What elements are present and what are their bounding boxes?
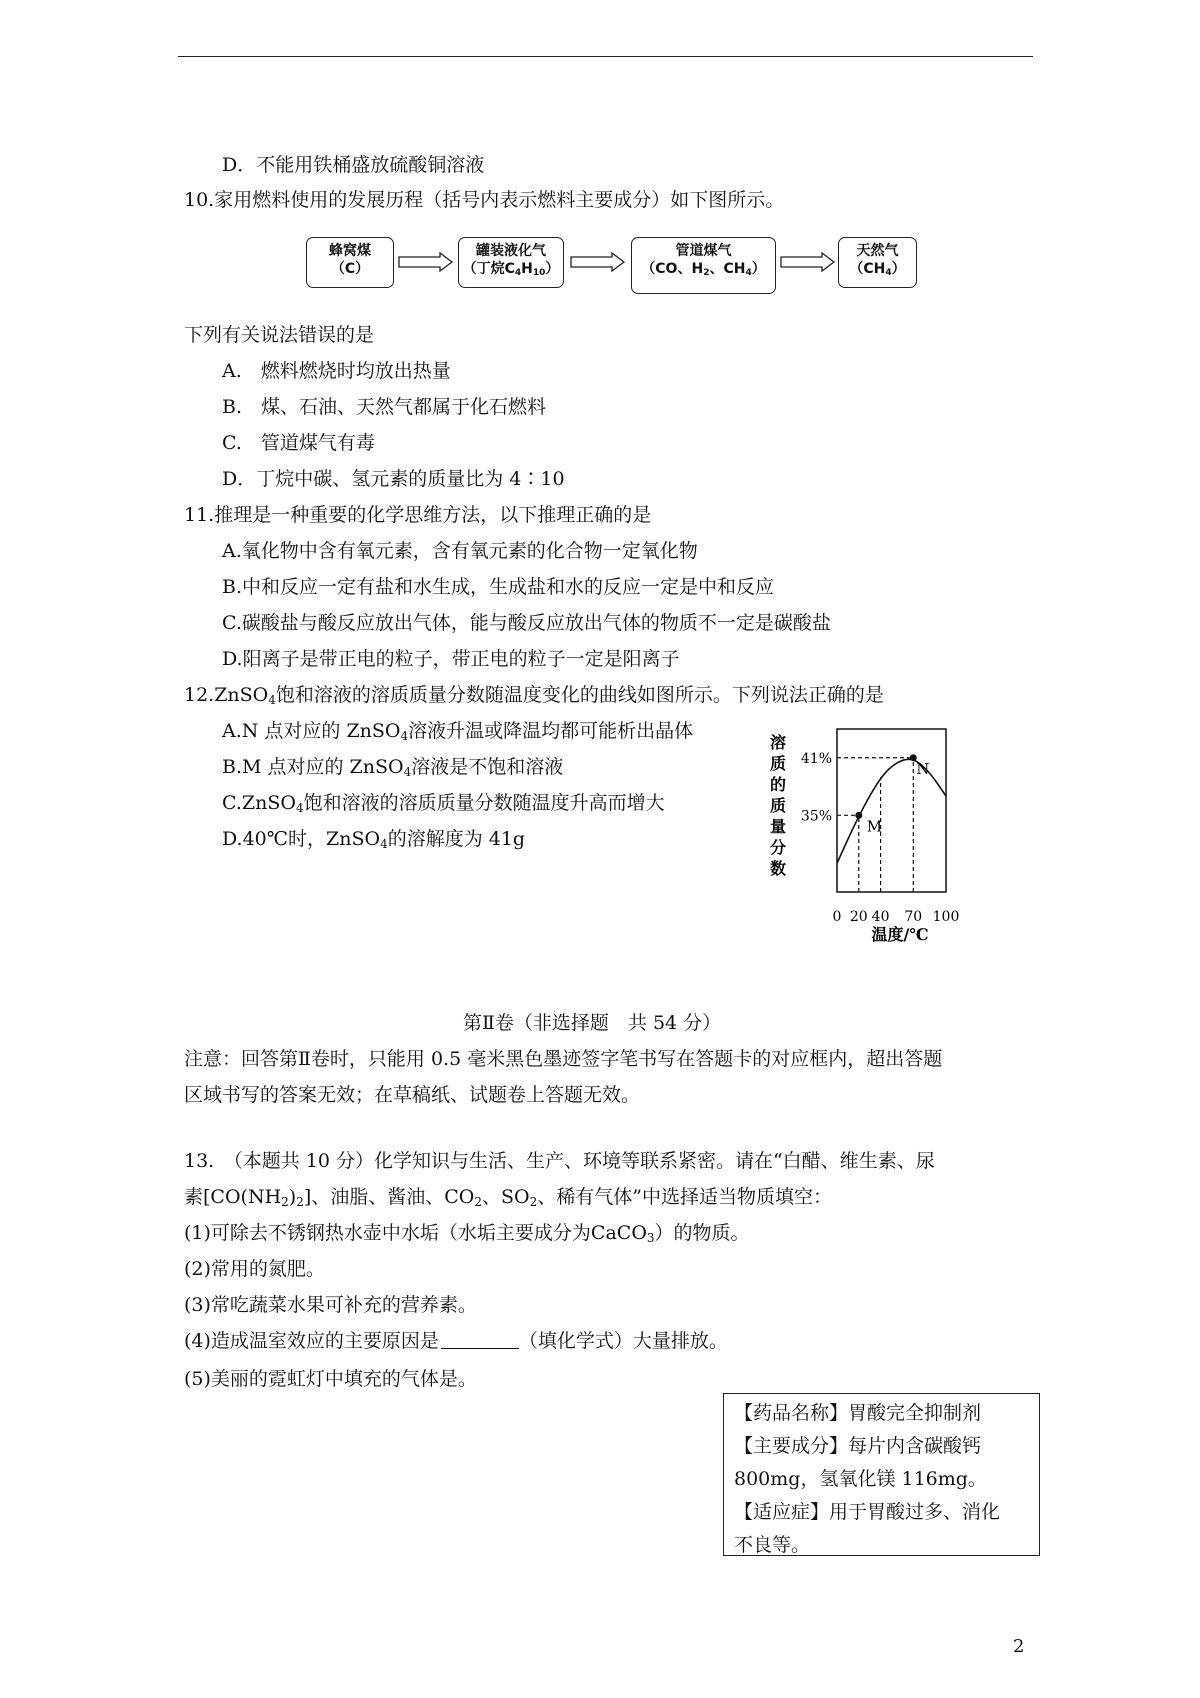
chart-point-label-n: N bbox=[916, 759, 930, 778]
chart-y-label-char: 数 bbox=[769, 859, 787, 878]
q11-stem: 11.推理是一种重要的化学思维方法，以下推理正确的是 bbox=[184, 504, 652, 526]
chart-point-label-m: M bbox=[866, 817, 883, 836]
solubility-chart bbox=[760, 726, 1000, 946]
drug-info-box: 【药品名称】胃酸完全抑制剂 【主要成分】每片内含碳酸钙 800mg，氢氧化镁 116mg。 【适应症】用于胃酸过多、消化 不良等。 bbox=[723, 1393, 1040, 1556]
q12-option-a: A.N 点对应的 ZnSO$_4$溶液升温或降温均都可能析出晶体 bbox=[222, 720, 694, 743]
chart-y-label-char: 溶 bbox=[769, 733, 787, 752]
flow-box-pipeline-gas: 管道煤气 （CO、$H_2$、$CH_4$） bbox=[631, 237, 776, 294]
chart-y-tick-label: 41% bbox=[800, 750, 832, 767]
q13-item-1: (1)可除去不锈钢热水壶中水垢（水垢主要成分为CaCO$_3$）的物质。 bbox=[184, 1222, 750, 1245]
chart-y-label-char: 的 bbox=[769, 775, 787, 794]
chart-frame bbox=[837, 729, 946, 892]
q10-option-d: D．丁烷中碳、氢元素的质量比为 4∶10 bbox=[222, 468, 565, 490]
chart-y-label-char: 质 bbox=[769, 754, 787, 773]
q12-option-c: C.ZnSO$_4$饱和溶液的溶质质量分数随温度升高而增大 bbox=[222, 792, 665, 815]
chart-x-tick-label: 70 bbox=[904, 909, 923, 925]
part2-note-line2: 区域书写的答案无效；在草稿纸、试题卷上答题无效。 bbox=[184, 1084, 641, 1106]
flow-arrow-3 bbox=[780, 252, 836, 272]
q13-stem-line1: 13. （本题共 10 分）化学知识与生活、生产、环境等联系紧密。请在“白醋、维生素、尿 bbox=[184, 1150, 935, 1172]
q10-option-c: C. 管道煤气有毒 bbox=[222, 432, 375, 454]
q10-option-b: B. 煤、石油、天然气都属于化石燃料 bbox=[222, 396, 547, 418]
q11-option-c: C.碳酸盐与酸反应放出气体，能与酸反应放出气体的物质不一定是碳酸盐 bbox=[222, 612, 831, 634]
q12-option-b: B.M 点对应的 ZnSO$_4$溶液是不饱和溶液 bbox=[222, 756, 564, 779]
q12-stem: 12.ZnSO$_4$饱和溶液的溶质质量分数随温度变化的曲线如图所示。下列说法正确的是 bbox=[184, 684, 884, 707]
flow-arrow-2 bbox=[570, 252, 626, 272]
q10-prompt: 下列有关说法错误的是 bbox=[184, 324, 375, 346]
q13-item-5: (5)美丽的霓虹灯中填充的气体是。 bbox=[184, 1368, 477, 1390]
chart-y-tick-label: 35% bbox=[800, 808, 832, 825]
chart-x-tick-label: 40 bbox=[871, 909, 890, 925]
q13-item-3: (3)常吃蔬菜水果可补充的营养素。 bbox=[184, 1294, 477, 1316]
q11-option-b: B.中和反应一定有盐和水生成，生成盐和水的反应一定是中和反应 bbox=[222, 576, 775, 598]
flow-box-lpg: 罐装液化气 （丁烷$C_4H_{10}$） bbox=[458, 237, 564, 288]
q11-option-a: A.氧化物中含有氧元素，含有氧元素的化合物一定氧化物 bbox=[222, 540, 698, 562]
chart-y-label-char: 分 bbox=[769, 838, 787, 857]
chart-point-m bbox=[855, 812, 862, 819]
flow-arrow-1 bbox=[398, 252, 454, 272]
q9-option-d: D．不能用铁桶盛放硫酸铜溶液 bbox=[222, 154, 485, 176]
answer-blank[interactable] bbox=[441, 1332, 519, 1349]
q11-option-d: D.阳离子是带正电的粒子，带正电的粒子一定是阳离子 bbox=[222, 648, 680, 670]
q13-item-4: (4)造成温室效应的主要原因是 （填化学式）大量排放。 bbox=[184, 1330, 728, 1352]
flow-box-natural-gas: 天然气 $(CH_4)$ bbox=[838, 237, 917, 288]
chart-x-tick-label: 20 bbox=[849, 909, 868, 925]
q10-option-a: A. 燃料燃烧时均放出热量 bbox=[222, 360, 451, 382]
chart-x-tick-label: 0 bbox=[832, 909, 842, 925]
chart-x-tick-label: 100 bbox=[932, 909, 960, 925]
header-rule bbox=[178, 56, 1033, 57]
flow-box-honeycomb-coal: 蜂窝煤 （C） bbox=[306, 237, 394, 288]
page-number: 2 bbox=[1013, 1636, 1025, 1657]
q12-option-d: D.40℃时，ZnSO$_4$的溶解度为 41g bbox=[222, 828, 526, 851]
chart-series-line bbox=[837, 759, 946, 863]
chart-y-label bbox=[770, 733, 786, 878]
q13-item-2: (2)常用的氮肥。 bbox=[184, 1258, 325, 1280]
chart-y-label-char: 量 bbox=[769, 817, 787, 836]
part2-title: 第Ⅱ卷（非选择题 共 54 分） bbox=[463, 1012, 722, 1034]
q13-stem-line2: 素$[CO(NH_2)_2]$、油脂、酱油、$CO_2$、$SO_2$、稀有气体”中选择适当物质填空： bbox=[184, 1186, 832, 1209]
chart-x-label: 温度/℃ bbox=[871, 925, 929, 944]
q10-stem: 10.家用燃料使用的发展历程（括号内表示燃料主要成分）如下图所示。 bbox=[184, 189, 785, 211]
chart-y-label-char: 质 bbox=[769, 796, 787, 815]
part2-note-line1: 注意：回答第Ⅱ卷时，只能用 0.5 毫米黑色墨迹签字笔书写在答题卡的对应框内，超出答题 bbox=[184, 1048, 943, 1070]
